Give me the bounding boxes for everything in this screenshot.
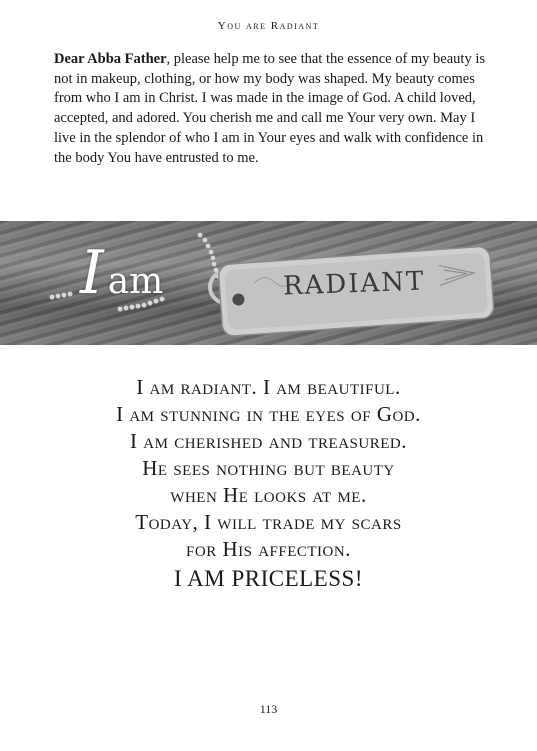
page-number: 113 xyxy=(259,702,278,716)
i-am-letter: I xyxy=(80,238,104,308)
prayer-salutation: Dear Abba Father xyxy=(54,51,167,67)
affirmation-line: I am cherished and treasured. xyxy=(130,429,407,453)
affirmation-line: for His affection. xyxy=(186,537,351,561)
i-am-word: am xyxy=(107,261,164,302)
affirmation-line: when He looks at me. xyxy=(170,483,367,507)
running-head: You are Radiant xyxy=(217,20,320,32)
prayer-body: , please help me to see that the essence of my beauty is not in makeup, clothing, or how my body was shaped. My beauty comes from who I am in Christ. I was made in the image of God. A child loved, accepted, and adored. You cherish me and call me Your very own. May I live in the splendor of who I am in Your eyes and walk with confidence in the body You have entrusted to me. xyxy=(54,51,486,166)
affirmation-line: Today, I will trade my scars xyxy=(135,510,402,534)
affirmation-line: He sees nothing but beauty xyxy=(142,456,395,480)
prayer-paragraph xyxy=(54,50,486,168)
affirmation-line: I am radiant. I am beautiful. xyxy=(136,375,401,399)
tag-engraving: RADIANT xyxy=(282,266,426,302)
affirmation-block xyxy=(0,374,537,592)
i-am-title xyxy=(80,238,164,308)
affirmation-final-line: I AM PRICELESS! xyxy=(174,566,363,591)
banner-photo xyxy=(0,221,537,345)
affirmation-line: I am stunning in the eyes of God. xyxy=(116,402,421,426)
